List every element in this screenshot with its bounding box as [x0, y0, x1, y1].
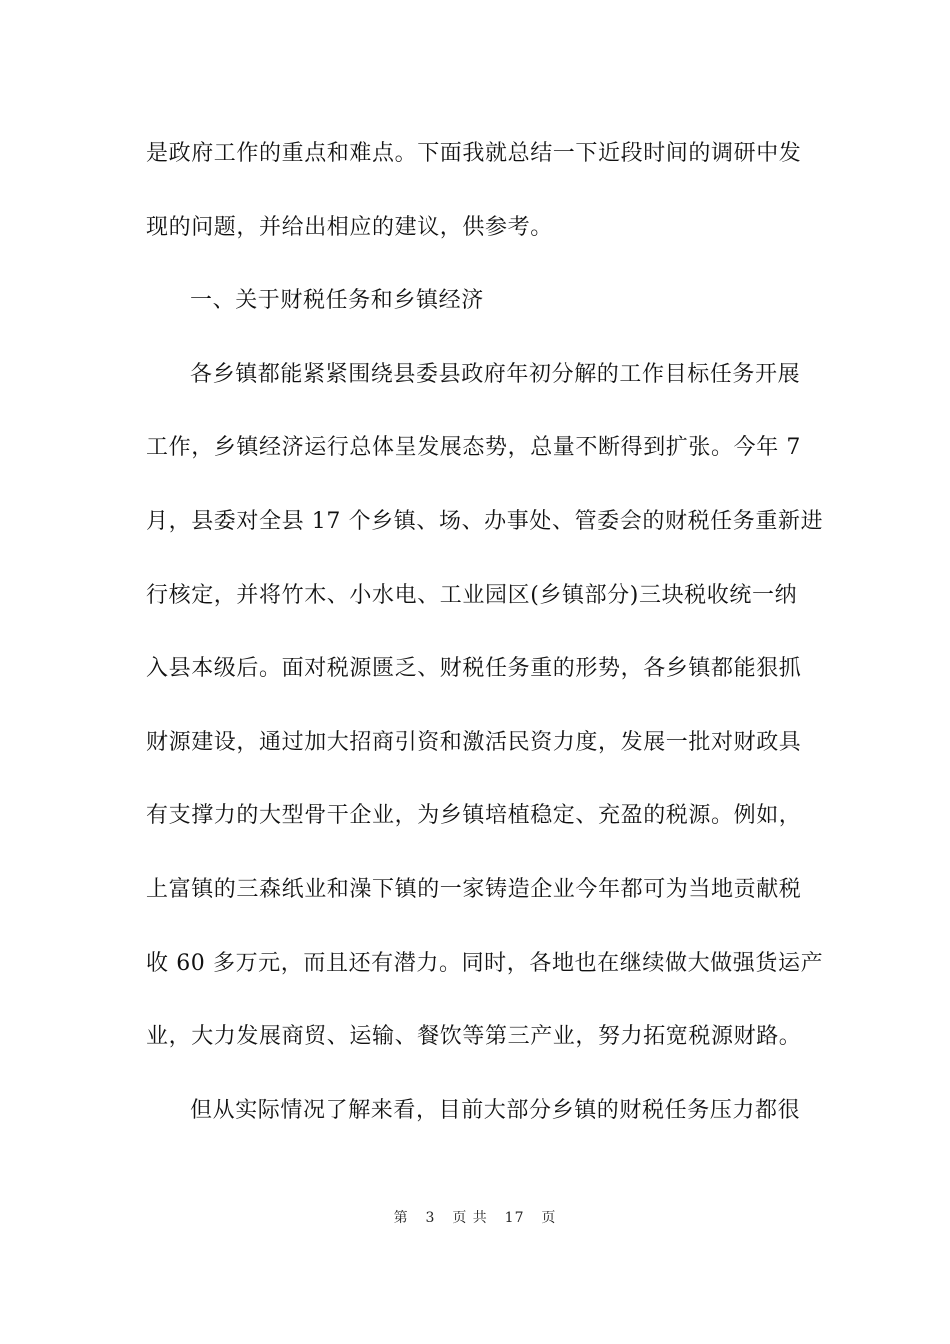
text-line: 各乡镇都能紧紧围绕县委县政府年初分解的工作目标任务开展 — [190, 361, 801, 387]
text-line: 财源建设，通过加大招商引资和激活民资力度，发展一批对财政具 — [146, 729, 802, 755]
footer-suffix: 页 — [541, 1210, 557, 1226]
total-page-count: 17 — [504, 1210, 525, 1226]
current-page-number: 3 — [425, 1210, 436, 1226]
text-line: 是政府工作的重点和难点。下面我就总结一下近段时间的调研中发 — [146, 141, 802, 166]
text-line: 上富镇的三森纸业和澡下镇的一家铸造企业今年都可为当地贡献税 — [146, 876, 802, 902]
text-line: 业，大力发展商贸、运输、餐饮等第三产业，努力拓宽税源财路。 — [146, 1024, 802, 1050]
text-line: 有支撑力的大型骨干企业，为乡镇培植稳定、充盈的税源。例如， — [146, 803, 802, 829]
text-line: 月，县委对全县 17 个乡镇、场、办事处、管委会的财税任务重新进 — [146, 508, 824, 534]
text-line: 行核定，并将竹木、小水电、工业园区(乡镇部分)三块税收统一纳 — [146, 582, 798, 608]
text-line: 入县本级后。面对税源匮乏、财税任务重的形势，各乡镇都能狠抓 — [146, 656, 802, 682]
section-heading: 一、关于财税任务和乡镇经济 — [190, 288, 484, 314]
document-body — [146, 128, 824, 1158]
text-line: 但从实际情况了解来看，目前大部分乡镇的财税任务压力都很 — [190, 1097, 801, 1123]
text-line: 现的问题，并给出相应的建议，供参考。 — [146, 214, 553, 240]
footer-middle: 页 共 — [452, 1210, 488, 1226]
text-line: 工作，乡镇经济运行总体呈发展态势，总量不断得到扩张。今年 7 — [146, 435, 801, 461]
page-footer — [0, 1207, 950, 1227]
text-line: 收 60 多万元，而且还有潜力。同时，各地也在继续做大做强货运产 — [146, 950, 824, 976]
footer-prefix: 第 — [393, 1210, 409, 1226]
